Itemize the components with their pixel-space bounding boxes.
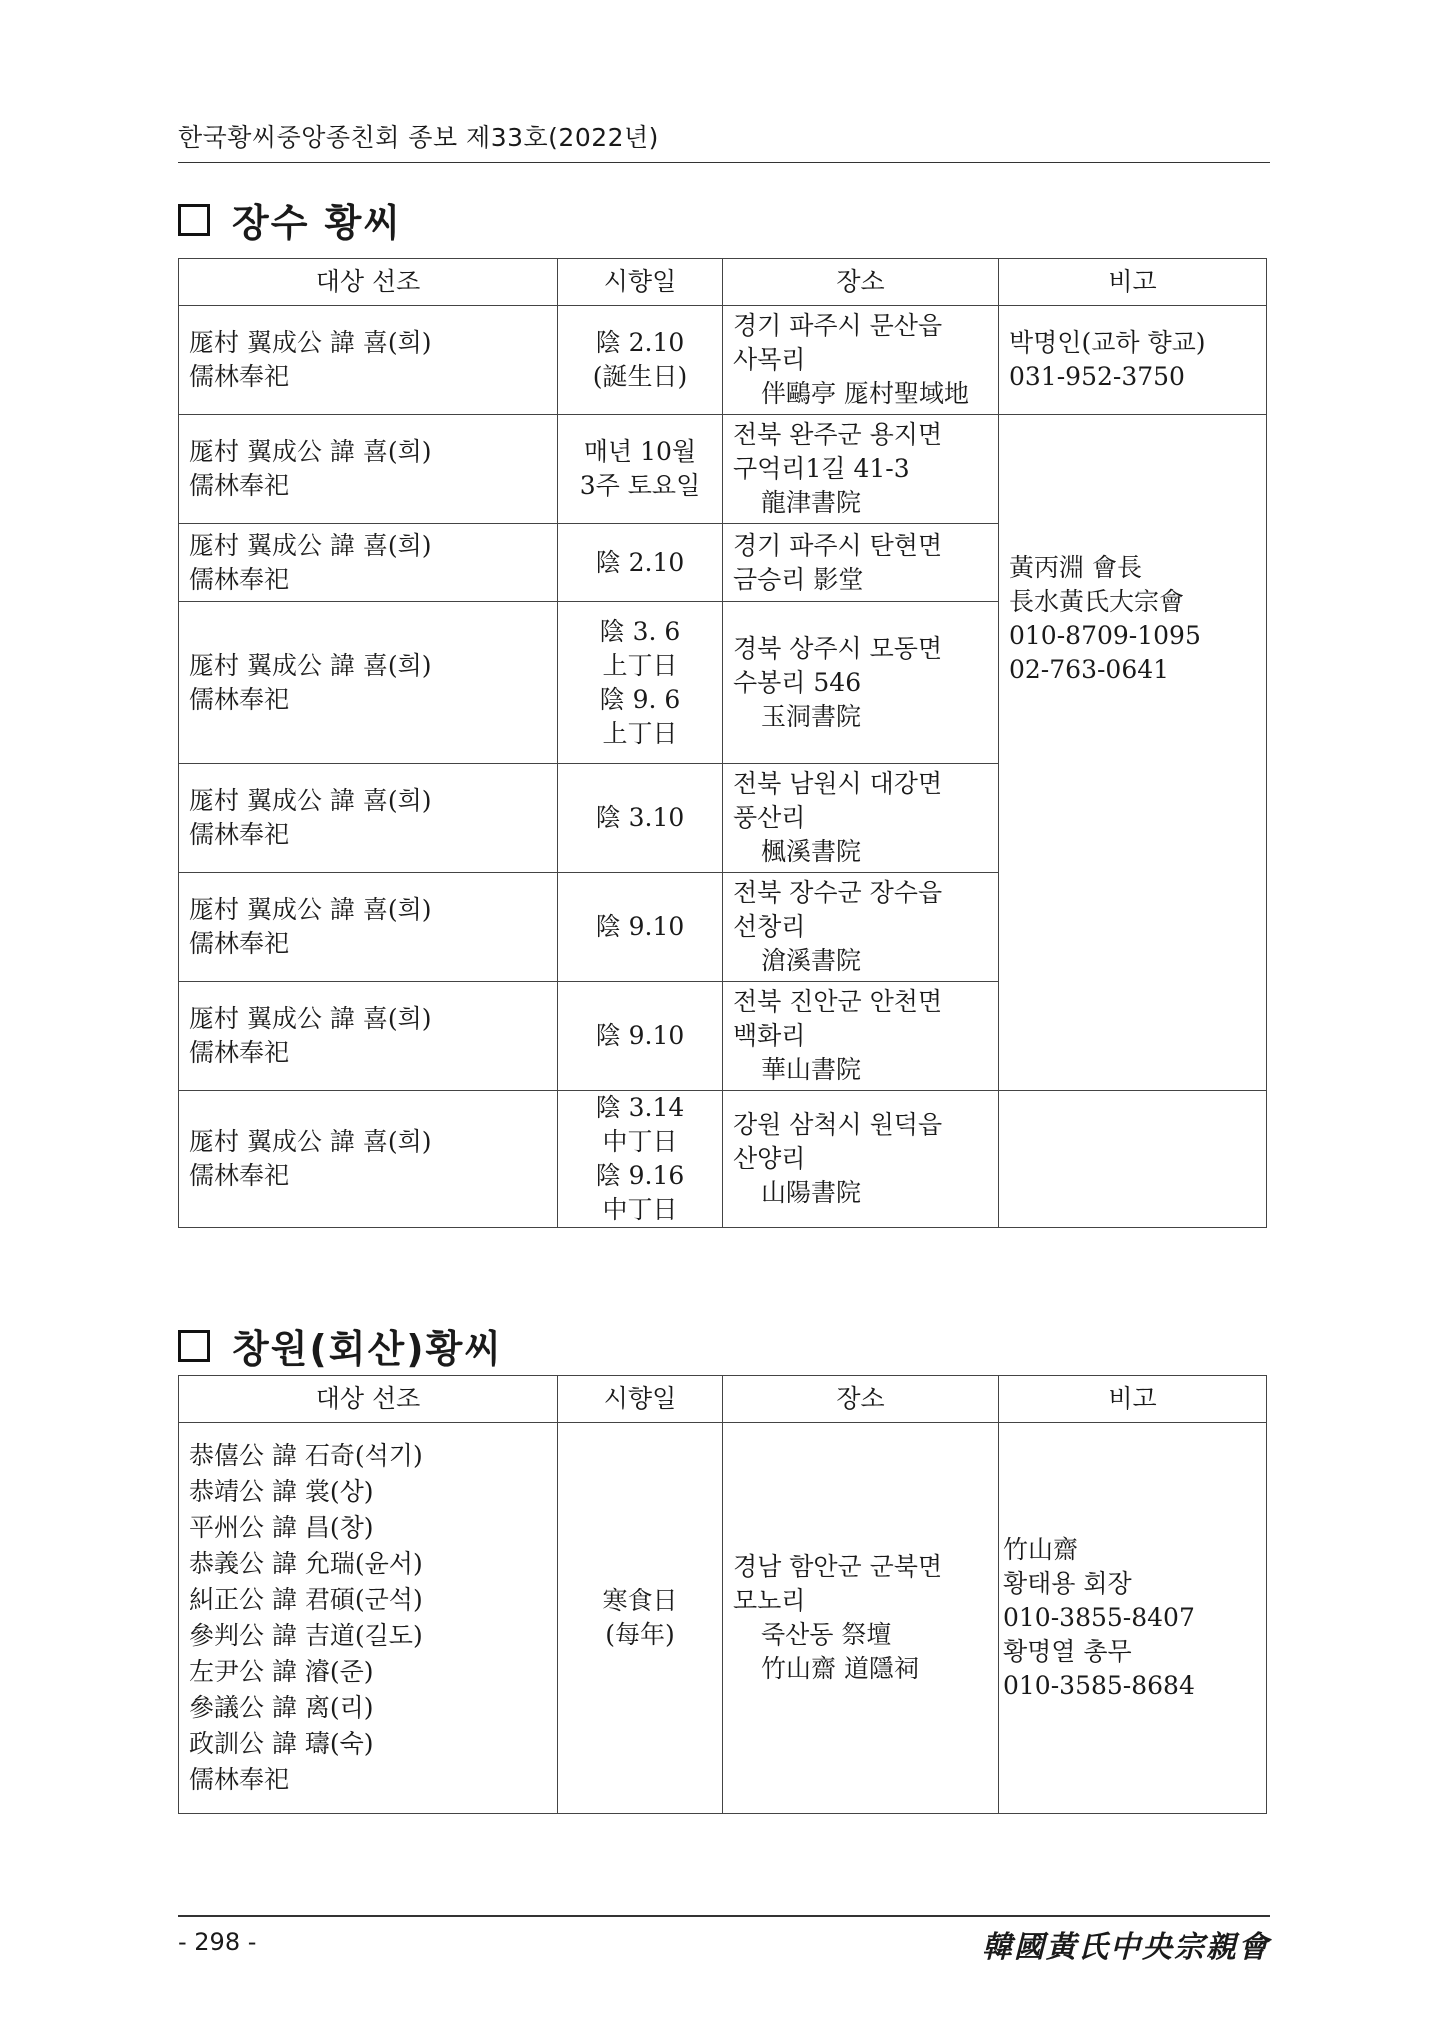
ancestor-cell: 厖村 翼成公 諱 喜(희) 儒林奉祀 <box>179 602 558 764</box>
ancestor-cell: 厖村 翼成公 諱 喜(희) 儒林奉祀 <box>179 524 558 602</box>
checkbox-square-icon <box>178 204 210 236</box>
table-row <box>179 415 1267 524</box>
ancestor-cell: 厖村 翼成公 諱 喜(희) 儒林奉祀 <box>179 764 558 873</box>
column-header: 시향일 <box>558 259 723 306</box>
date-cell: 陰 9.10 <box>558 873 723 982</box>
column-header: 대상 선조 <box>179 1376 558 1423</box>
table-row <box>179 1091 1267 1228</box>
section-title-jangsu <box>178 192 402 247</box>
section-title-text: 장수 황씨 <box>232 201 403 245</box>
date-cell: 陰 9.10 <box>558 982 723 1091</box>
column-header: 대상 선조 <box>179 259 558 306</box>
column-header: 시향일 <box>558 1376 723 1423</box>
location-cell: 경남 함안군 군북면 모노리 죽산동 祭壇 竹山齋 道隱祠 <box>723 1423 999 1814</box>
date-cell: 陰 3.14 中丁日 陰 9.16 中丁日 <box>558 1091 723 1228</box>
page-header: 한국황씨중앙종친회 종보 제33호(2022년) <box>178 118 1270 163</box>
section-title-text: 창원(회산)황씨 <box>232 1327 503 1371</box>
date-cell: 陰 2.10 (誕生日) <box>558 306 723 415</box>
merged-note-cell: 黃丙淵 會長 長水黃氏大宗會 010-8709-1095 02-763-0641 <box>999 415 1267 1091</box>
date-cell: 陰 2.10 <box>558 524 723 602</box>
ancestor-cell: 厖村 翼成公 諱 喜(희) 儒林奉祀 <box>179 873 558 982</box>
date-cell: 매년 10월 3주 토요일 <box>558 415 723 524</box>
date-cell: 陰 3. 6 上丁日 陰 9. 6 上丁日 <box>558 602 723 764</box>
ancestor-cell: 厖村 翼成公 諱 喜(희) 儒林奉祀 <box>179 415 558 524</box>
note-cell <box>999 1091 1267 1228</box>
location-cell: 경북 상주시 모동면 수봉리 546 玉洞書院 <box>723 602 999 764</box>
location-cell: 강원 삼척시 원덕읍 산양리 山陽書院 <box>723 1091 999 1228</box>
column-header: 장소 <box>723 259 999 306</box>
footer-rule <box>178 1915 1270 1917</box>
jangsu-table <box>178 258 1267 1228</box>
note-cell: 竹山齋 황태용 회장 010-3855-8407 황명열 총무 010-3585-8684 <box>999 1423 1267 1814</box>
checkbox-square-icon <box>178 1330 210 1362</box>
section-title-changwon <box>178 1318 503 1373</box>
column-header: 비고 <box>999 1376 1267 1423</box>
ancestor-cell: 厖村 翼成公 諱 喜(희) 儒林奉祀 <box>179 1091 558 1228</box>
page-number: - 298 - <box>178 1928 257 1956</box>
table-header-row <box>179 1376 1267 1423</box>
changwon-table <box>178 1375 1267 1814</box>
table-row <box>179 306 1267 415</box>
note-cell: 박명인(교하 향교) 031-952-3750 <box>999 306 1267 415</box>
table-row <box>179 1423 1267 1814</box>
column-header: 비고 <box>999 259 1267 306</box>
date-cell: 寒食日 (每年) <box>558 1423 723 1814</box>
location-cell: 경기 파주시 탄현면 금승리 影堂 <box>723 524 999 602</box>
location-cell: 전북 남원시 대강면 풍산리 楓溪書院 <box>723 764 999 873</box>
location-cell: 전북 완주군 용지면 구억리1길 41-3 龍津書院 <box>723 415 999 524</box>
ancestor-cell: 恭僖公 諱 石奇(석기) 恭靖公 諱 裳(상) 平州公 諱 昌(창) 恭義公 諱 允瑞(윤서) 糾正公 諱 君碩(군석) 參判公 諱 吉道(길도) 左尹公 諱 濬(준) 參議公 諱 离(리) 政訓公 諱 璹(숙) 儒林奉祀 <box>179 1423 558 1814</box>
publisher-logo: 韓國黃氏中央宗親會 <box>982 1930 1270 1965</box>
location-cell: 경기 파주시 문산읍 사목리 伴鷗亭 厖村聖域地 <box>723 306 999 415</box>
date-cell: 陰 3.10 <box>558 764 723 873</box>
column-header: 장소 <box>723 1376 999 1423</box>
location-cell: 전북 장수군 장수읍 선창리 滄溪書院 <box>723 873 999 982</box>
location-cell: 전북 진안군 안천면 백화리 華山書院 <box>723 982 999 1091</box>
table-header-row <box>179 259 1267 306</box>
ancestor-cell: 厖村 翼成公 諱 喜(희) 儒林奉祀 <box>179 306 558 415</box>
ancestor-cell: 厖村 翼成公 諱 喜(희) 儒林奉祀 <box>179 982 558 1091</box>
